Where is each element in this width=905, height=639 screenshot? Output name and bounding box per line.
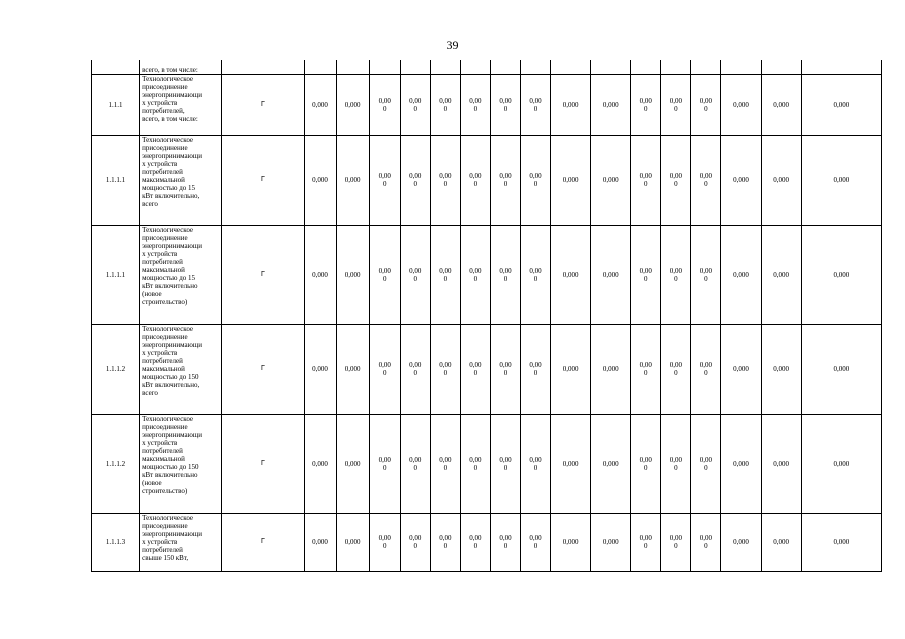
value-cell: 0,000 <box>801 414 881 513</box>
value-cell: 0,00 0 <box>430 513 460 571</box>
row-type-cell <box>222 60 304 74</box>
value-cell: 0,000 <box>801 513 881 571</box>
value-cell: 0,00 0 <box>631 513 661 571</box>
page-number: 39 <box>446 38 459 52</box>
table-row <box>92 225 882 324</box>
value-cell: 0,00 0 <box>460 225 490 324</box>
value-cell: 0,000 <box>591 414 631 513</box>
value-cell <box>761 60 801 74</box>
value-cell: 0,00 0 <box>691 324 721 414</box>
value-cell: 0,000 <box>336 135 369 225</box>
value-cell: 0,00 0 <box>430 135 460 225</box>
value-cell: 0,00 0 <box>490 135 520 225</box>
value-cell: 0,00 0 <box>521 135 551 225</box>
row-name-cell: Технологическое присоединение энергопринимающи х устройств потребителей максимальной мощностью до 15 кВт включительно (новое строительство) <box>140 225 222 324</box>
value-cell: 0,00 0 <box>369 513 400 571</box>
row-number-cell: 1.1.1 <box>92 74 140 135</box>
value-cell: 0,00 0 <box>521 225 551 324</box>
table-row <box>92 513 882 571</box>
value-cell: 0,00 0 <box>460 135 490 225</box>
row-number-cell: 1.1.1.1 <box>92 225 140 324</box>
value-cell: 0,000 <box>721 513 761 571</box>
row-name-cell: всего, в том числе: <box>140 60 222 74</box>
value-cell: 0,00 0 <box>691 225 721 324</box>
value-cell: 0,000 <box>591 74 631 135</box>
row-type-cell: Г <box>222 225 304 324</box>
row-type-cell: Г <box>222 74 304 135</box>
value-cell: 0,000 <box>761 135 801 225</box>
value-cell: 0,000 <box>591 225 631 324</box>
value-cell: 0,00 0 <box>369 225 400 324</box>
value-cell: 0,000 <box>801 324 881 414</box>
value-cell: 0,00 0 <box>490 324 520 414</box>
value-cell <box>521 60 551 74</box>
value-cell: 0,00 0 <box>369 324 400 414</box>
value-cell: 0,000 <box>801 74 881 135</box>
value-cell: 0,000 <box>551 135 591 225</box>
value-cell: 0,00 0 <box>631 74 661 135</box>
value-cell: 0,00 0 <box>661 414 691 513</box>
value-cell: 0,000 <box>801 135 881 225</box>
value-cell <box>721 60 761 74</box>
value-cell: 0,00 0 <box>430 74 460 135</box>
value-cell: 0,00 0 <box>661 225 691 324</box>
value-cell: 0,000 <box>801 225 881 324</box>
value-cell: 0,00 0 <box>521 324 551 414</box>
value-cell <box>369 60 400 74</box>
value-cell: 0,000 <box>721 135 761 225</box>
value-cell: 0,00 0 <box>631 135 661 225</box>
value-cell: 0,00 0 <box>691 74 721 135</box>
value-cell: 0,00 0 <box>490 225 520 324</box>
table-row <box>92 414 882 513</box>
value-cell <box>631 60 661 74</box>
value-cell: 0,000 <box>761 74 801 135</box>
value-cell: 0,00 0 <box>521 74 551 135</box>
value-cell: 0,00 0 <box>460 513 490 571</box>
row-name-cell: Технологическое присоединение энергопринимающи х устройств потребителей максимальной мощностью до 150 кВт включительно (новое строительство) <box>140 414 222 513</box>
row-name-cell: Технологическое присоединение энергопринимающи х устройств потребителей максимальной мощностью до 150 кВт включительно, всего <box>140 324 222 414</box>
value-cell: 0,000 <box>304 414 336 513</box>
value-cell: 0,000 <box>336 414 369 513</box>
value-cell: 0,00 0 <box>631 414 661 513</box>
value-cell: 0,000 <box>551 513 591 571</box>
value-cell: 0,00 0 <box>430 324 460 414</box>
value-cell: 0,00 0 <box>400 513 430 571</box>
table-row <box>92 324 882 414</box>
value-cell: 0,000 <box>336 225 369 324</box>
value-cell: 0,00 0 <box>631 225 661 324</box>
value-cell <box>460 60 490 74</box>
value-cell <box>801 60 881 74</box>
value-cell: 0,000 <box>551 74 591 135</box>
value-cell <box>430 60 460 74</box>
value-cell: 0,00 0 <box>369 135 400 225</box>
value-cell <box>661 60 691 74</box>
value-cell: 0,000 <box>304 225 336 324</box>
value-cell <box>691 60 721 74</box>
value-cell: 0,000 <box>761 324 801 414</box>
value-cell: 0,000 <box>336 74 369 135</box>
value-cell: 0,00 0 <box>400 74 430 135</box>
value-cell: 0,000 <box>761 225 801 324</box>
value-cell: 0,00 0 <box>490 414 520 513</box>
row-type-cell: Г <box>222 414 304 513</box>
value-cell: 0,00 0 <box>490 513 520 571</box>
value-cell: 0,000 <box>591 324 631 414</box>
row-type-cell: Г <box>222 324 304 414</box>
value-cell: 0,00 0 <box>691 513 721 571</box>
row-name-cell: Технологическое присоединение энергопринимающи х устройств потребителей свыше 150 кВт, <box>140 513 222 571</box>
table-row <box>92 74 882 135</box>
value-cell: 0,000 <box>721 225 761 324</box>
value-cell: 0,00 0 <box>369 414 400 513</box>
value-cell <box>490 60 520 74</box>
value-cell: 0,00 0 <box>661 324 691 414</box>
row-type-cell: Г <box>222 135 304 225</box>
value-cell: 0,000 <box>721 74 761 135</box>
table-row <box>92 60 882 74</box>
value-cell <box>400 60 430 74</box>
row-type-cell: Г <box>222 513 304 571</box>
value-cell: 0,00 0 <box>430 225 460 324</box>
value-cell: 0,000 <box>304 513 336 571</box>
investment-table <box>91 60 882 572</box>
value-cell: 0,000 <box>721 324 761 414</box>
row-number-cell: 1.1.1.1 <box>92 135 140 225</box>
value-cell: 0,00 0 <box>490 74 520 135</box>
value-cell: 0,00 0 <box>400 135 430 225</box>
value-cell: 0,000 <box>304 324 336 414</box>
value-cell: 0,000 <box>336 513 369 571</box>
value-cell: 0,000 <box>721 414 761 513</box>
value-cell: 0,00 0 <box>631 324 661 414</box>
value-cell <box>336 60 369 74</box>
row-number-cell <box>92 60 140 74</box>
row-name-cell: Технологическое присоединение энергопринимающи х устройств потребителей максимальной мощностью до 15 кВт включительно, всего <box>140 135 222 225</box>
value-cell: 0,000 <box>336 324 369 414</box>
value-cell: 0,000 <box>591 135 631 225</box>
value-cell: 0,00 0 <box>400 414 430 513</box>
value-cell: 0,00 0 <box>460 74 490 135</box>
value-cell: 0,00 0 <box>661 135 691 225</box>
value-cell: 0,00 0 <box>400 225 430 324</box>
row-number-cell: 1.1.1.2 <box>92 324 140 414</box>
value-cell: 0,00 0 <box>460 324 490 414</box>
row-number-cell: 1.1.1.3 <box>92 513 140 571</box>
value-cell: 0,000 <box>551 414 591 513</box>
value-cell: 0,00 0 <box>661 74 691 135</box>
value-cell: 0,00 0 <box>521 414 551 513</box>
value-cell: 0,00 0 <box>521 513 551 571</box>
row-name-cell: Технологическое присоединение энергопринимающи х устройств потребителей, всего, в том числе: <box>140 74 222 135</box>
value-cell: 0,00 0 <box>430 414 460 513</box>
table-row <box>92 135 882 225</box>
value-cell: 0,000 <box>761 414 801 513</box>
value-cell: 0,000 <box>304 74 336 135</box>
value-cell <box>591 60 631 74</box>
value-cell: 0,00 0 <box>661 513 691 571</box>
value-cell <box>551 60 591 74</box>
value-cell: 0,000 <box>761 513 801 571</box>
value-cell: 0,00 0 <box>460 414 490 513</box>
value-cell: 0,000 <box>551 324 591 414</box>
row-number-cell: 1.1.1.2 <box>92 414 140 513</box>
value-cell: 0,000 <box>304 135 336 225</box>
value-cell: 0,00 0 <box>691 414 721 513</box>
value-cell: 0,000 <box>551 225 591 324</box>
value-cell: 0,00 0 <box>691 135 721 225</box>
value-cell: 0,000 <box>591 513 631 571</box>
value-cell: 0,00 0 <box>369 74 400 135</box>
value-cell: 0,00 0 <box>400 324 430 414</box>
value-cell <box>304 60 336 74</box>
